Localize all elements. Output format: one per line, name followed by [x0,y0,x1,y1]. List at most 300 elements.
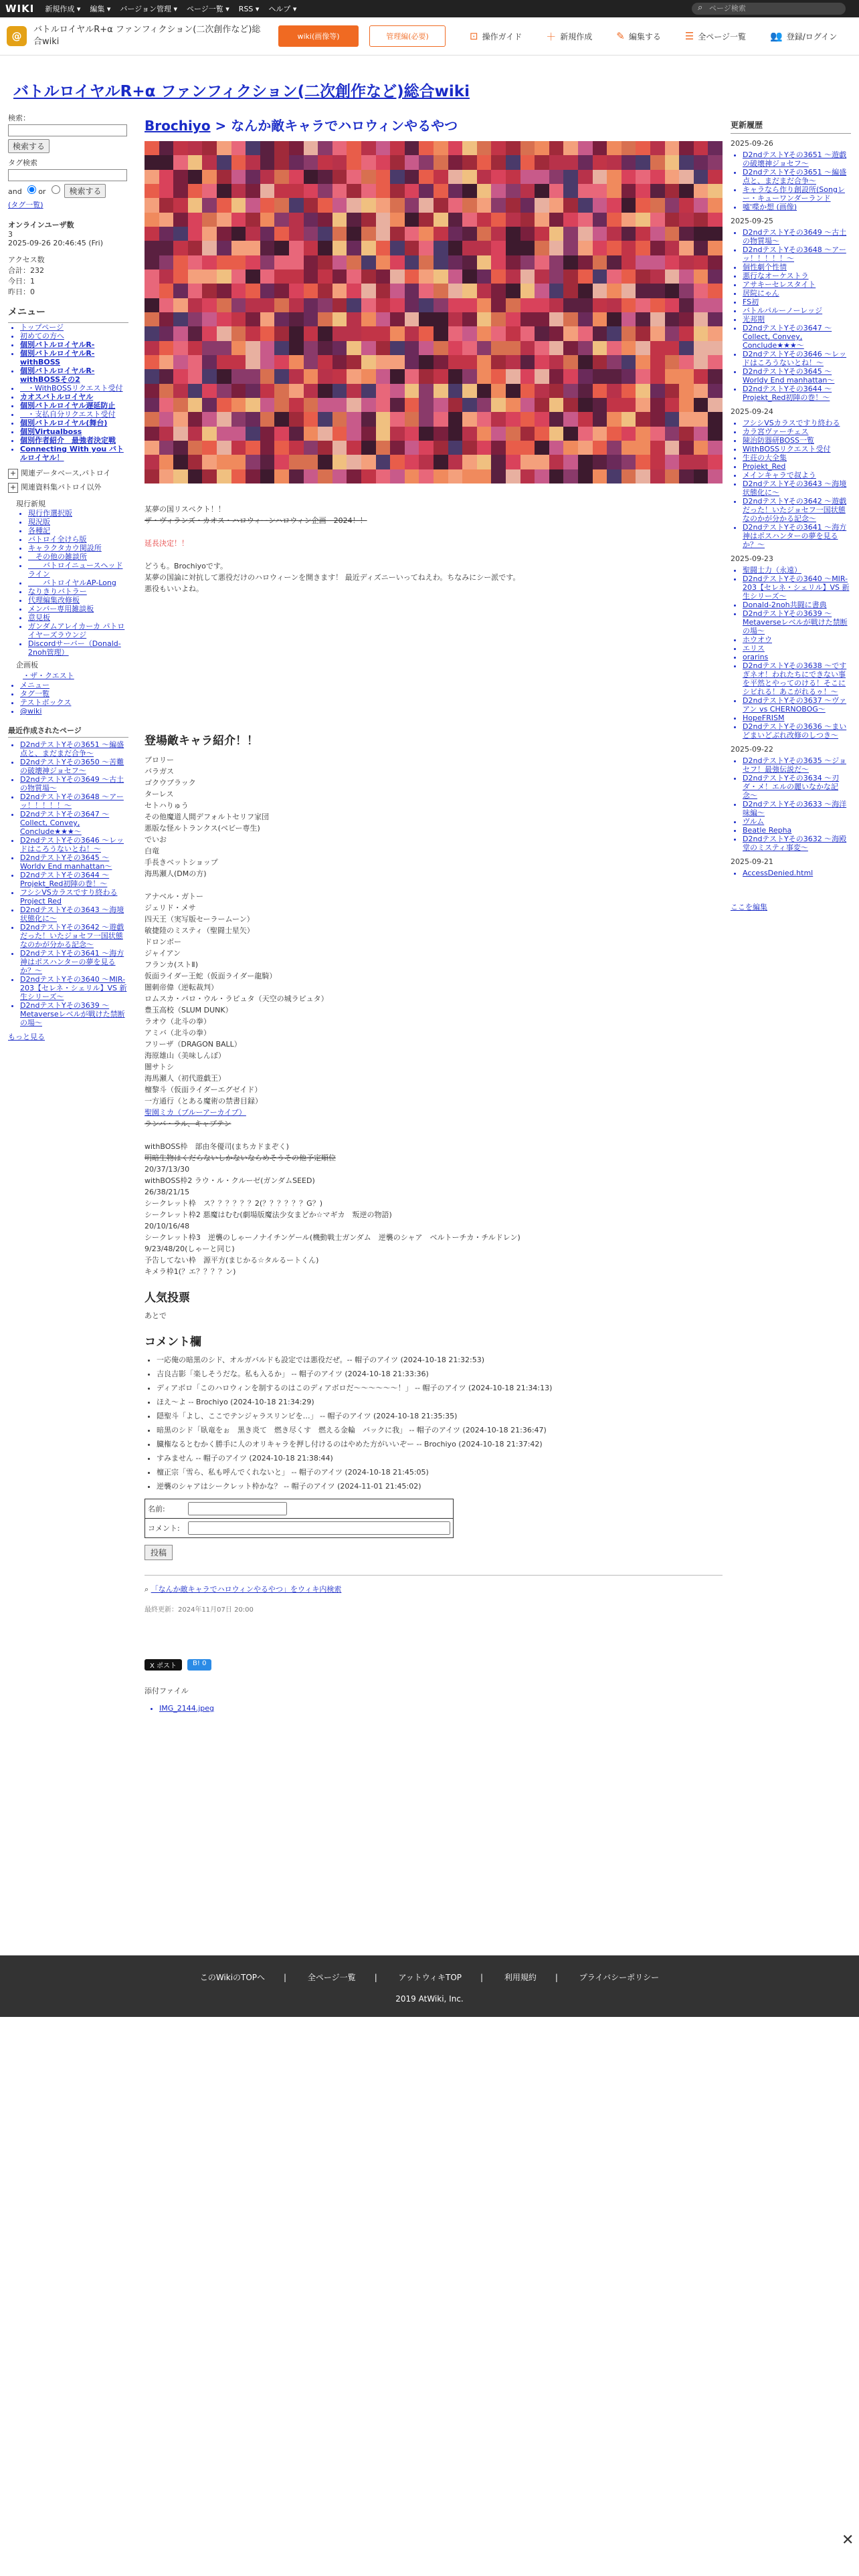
image-pixel [304,326,318,340]
recent-page-item[interactable]: • D2ndテストYその3650 〜苦難の破壊神ジョセフ〜 [20,758,128,775]
update-item[interactable]: • D2ndテストYその3633 〜海洋味編〜 [743,800,851,817]
image-pixel [477,155,492,169]
image-pixel [159,441,174,455]
login-action[interactable] [770,30,837,42]
update-item[interactable]: • WithBOSSリクエスト受付 [743,445,851,453]
image-pixel [332,155,347,169]
image-pixel [260,312,275,326]
sub-menu-item[interactable]: • 現行作選択版 [28,509,128,518]
update-item[interactable]: • フシシVSカラスですり終わる [743,419,851,427]
login-required-button[interactable]: 管理編(必要) [369,25,446,47]
footer-atwiki-link[interactable]: アットウィキTOP [398,1973,462,1982]
update-item[interactable]: • Projekt_Red [743,462,851,471]
sub-menu-item[interactable]: • Discordサーバー（Donald-2noh管理） [28,639,128,657]
sidebar-search-input[interactable] [8,124,127,136]
image-pixel [477,284,492,298]
image-pixel [202,227,217,241]
image-pixel [520,184,535,198]
image-pixel [520,384,535,398]
image-pixel [231,155,246,169]
image-pixel [145,455,159,469]
image-pixel [636,141,650,155]
tag-search-button[interactable]: 検索する [64,184,106,198]
image-pixel [535,326,549,340]
image-pixel [694,398,708,412]
menu-item[interactable]: • 個別Virtualboss [20,427,128,436]
struck-entry-a: ランバ・ラル、キャプテン [145,1119,231,1128]
image-pixel [274,141,289,155]
menu-extra-item[interactable]: • タグ一覧 [20,689,128,698]
image-pixel [578,369,593,383]
attachments-heading: 添付ファイル [145,1687,189,1695]
update-date: 2025-09-22 [731,745,773,754]
image-pixel [506,184,520,198]
image-pixel [405,384,419,398]
image-pixel [405,255,419,270]
update-list [731,756,851,852]
image-pixel [491,241,506,255]
image-pixel [188,369,203,383]
image-pixel [304,213,318,227]
online-title: オンラインユーザ数 [8,221,74,229]
update-item[interactable]: • D2ndテストYその3646 〜レッドはころうないとね！〜 [743,350,851,367]
image-pixel [361,469,376,484]
image-pixel [520,398,535,412]
update-item[interactable]: • D2ndテストYその3641 〜海方神はポスハンターの夢を見るか？〜 [743,523,851,549]
image-pixel [650,298,665,312]
update-item[interactable]: • D2ndテストYその3635 〜ジョセフ！最強伝説だ〜 [743,756,851,774]
sub-menu-item[interactable]: • メンバー専用雑談板 [28,605,128,613]
image-pixel [708,298,723,312]
new-page-action[interactable] [546,29,592,43]
image-pixel [217,398,231,412]
image-pixel [607,455,622,469]
update-item[interactable]: • ヴルム [743,817,851,826]
and-radio[interactable] [27,185,36,194]
villain-entry: フランカ(ストⅡ) [145,960,198,969]
image-pixel [477,184,492,198]
plus-icon[interactable]: + [8,469,18,479]
image-pixel [636,441,650,455]
villain-list-3 [145,1141,723,1152]
footer-top-link[interactable]: このWikiのTOPへ [199,1973,266,1982]
x-post-button[interactable]: X ポスト [145,1659,182,1671]
update-item[interactable]: • FS初 [743,298,851,306]
image-pixel [607,355,622,369]
image-pixel [405,455,419,469]
image-pixel [217,427,231,441]
image-pixel [173,298,188,312]
update-item[interactable]: • Beatle Repha [743,826,851,835]
new-page-label: 新規作成 [560,31,593,41]
main-content [145,115,723,1713]
users-icon: 👥 [770,30,783,42]
sub-menu-item[interactable]: • バトロイニュースヘッドライン [28,561,128,578]
image-pixel [607,398,622,412]
menu-rss[interactable]: RSS ▾ [238,4,260,13]
close-icon[interactable]: ✕ [842,2532,854,2549]
image-pixel [188,198,203,212]
left-sidebar [8,112,128,1042]
image-pixel [145,384,159,398]
image-pixel [578,341,593,355]
image-pixel [390,469,405,484]
update-item[interactable]: • カラ宮ヴァーチェス [743,427,851,436]
sidebar-search-button[interactable]: 検索する [8,139,50,153]
image-pixel [419,455,434,469]
recent-page-item[interactable]: • フシシVSカラスですり終わる Project Red [20,888,128,905]
update-item[interactable]: • 居院にゃん [743,289,851,298]
update-item[interactable]: • D2ndテストYその3644 〜Projekt_Red初陣の巻！〜 [743,385,851,402]
image-pixel [448,170,463,184]
villain-list-1 [145,754,723,879]
menu-item[interactable]: • 個別バトルロイヤル(舞台) [20,419,128,427]
image-pixel [448,455,463,469]
update-item[interactable]: • 個性劇个性情 [743,263,851,272]
menu-item[interactable]: • トップページ [20,323,128,332]
update-item[interactable]: • D2ndテストYその3645 〜Worldy End manhattan〜 [743,367,851,385]
image-pixel [636,284,650,298]
image-pixel [607,369,622,383]
guide-action[interactable] [470,30,522,42]
menu-new[interactable]: 新規作成 ▾ [45,5,81,13]
submit-button[interactable]: 投稿 [145,1545,173,1560]
tag-list-link[interactable]: (タグ一覧) [8,201,43,209]
image-pixel [332,369,347,383]
update-item[interactable]: • エリス [743,644,851,653]
update-item[interactable]: • D2ndテストYその3634 〜刃ダ・メ！エルの麗いなかな記念〜 [743,774,851,800]
image-pixel [217,469,231,484]
menu-item[interactable]: • Connecting With you バトルロイヤル！ [20,445,128,462]
image-pixel [145,213,159,227]
update-item[interactable]: • ホウオウ [743,635,851,644]
recent-page-item[interactable]: • D2ndテストYその3640 〜MIR-203【セレネ・シェリル】VS 新生シリーズ〜 [20,975,128,1001]
update-item[interactable]: • D2ndテストYその3636 〜まいどまいどぶれ改修のしつき〜 [743,722,851,740]
image-pixel [520,284,535,298]
image-pixel [405,341,419,355]
image-pixel [477,441,492,455]
update-item[interactable]: • AccessDenied.html [743,869,851,877]
update-item[interactable]: • D2ndテストYその3632 〜海殿堂のミスティ事変〜 [743,835,851,852]
image-pixel [376,469,391,484]
image-pixel [665,241,680,255]
image-pixel [665,369,680,383]
menu-item[interactable]: • カオスバトルロイヤル [20,393,128,401]
or-radio[interactable] [52,185,60,194]
tag-search-input[interactable] [8,169,127,181]
image-pixel [159,184,174,198]
image-pixel [274,412,289,426]
menu-item[interactable]: • 個別バトルロイヤルR-withBOSSその2 [20,366,128,384]
image-pixel [376,141,391,155]
image-pixel [506,341,520,355]
update-item[interactable]: • orarins [743,653,851,661]
image-pixel [405,441,419,455]
recent-page-item[interactable]: • D2ndテストYその3647 〜Collect, Convey, Conclude★★★〜 [20,810,128,836]
menu-item[interactable]: • 個別バトルロイヤルR-withBOSS [20,349,128,366]
wiki-title[interactable]: バトルロイヤルR+α ファンフィクション(二次創作など)総合wiki [13,83,470,100]
hatena-bookmark-button[interactable]: B! 0 [187,1659,211,1671]
recent-page-item[interactable]: • D2ndテストYその3651 〜編盛点と、まだまだ合争〜 [20,740,128,758]
image-pixel [188,312,203,326]
sub-menu-item[interactable]: • ガンダムアレイカーカ パトロイヤーズラウンジ [28,622,128,639]
image-pixel [318,341,332,355]
footer-privacy-link[interactable]: プライバシーポリシー [579,1973,660,1982]
image-pixel [535,241,549,255]
image-pixel [708,326,723,340]
sub-menu-item[interactable]: • 代理編集改修板 [28,596,128,605]
image-pixel [376,170,391,184]
image-pixel [622,412,636,426]
menu-item[interactable]: • 初めての方へ [20,332,128,340]
related-db-toggle[interactable] [8,467,128,479]
recent-page-item[interactable]: • D2ndテストYその3646 〜レッドはころうないとね！〜 [20,836,128,853]
footer-allpages-link[interactable]: 全ページ一覧 [307,1973,356,1982]
image-pixel [636,469,650,484]
image-pixel [694,270,708,284]
update-item[interactable]: • D2ndテストYその3648 〜アーッ！！！！！〜 [743,245,851,263]
image-pixel [405,312,419,326]
update-item[interactable]: • D2ndテストYその3647 〜Collect, Convey, Conclude★★★〜 [743,324,851,350]
update-item[interactable]: • Donald-2noh共闘に書典 [743,601,851,609]
image-pixel [549,298,564,312]
image-pixel [563,270,578,284]
update-item[interactable]: • メインキャラで叔よう [743,471,851,479]
image-pixel [593,369,607,383]
image-pixel [607,384,622,398]
image-pixel [419,312,434,326]
attachment-file[interactable]: • IMG_2144.jpeg [159,1704,723,1713]
wiki-create-button[interactable]: wiki(画像等) [278,25,359,47]
image-pixel [361,155,376,169]
image-pixel [520,369,535,383]
sub-menu-item[interactable]: • キャラクタカウ関設所 [28,544,128,552]
sub-menu-item[interactable]: • 意見板 [28,613,128,622]
image-pixel [202,355,217,369]
mika-link[interactable]: 聖園ミカ（ブルーアーカイブ） [145,1108,246,1117]
menu-edit[interactable]: 編集 ▾ [90,5,111,13]
image-pixel [289,398,304,412]
image-pixel [173,270,188,284]
image-pixel [708,198,723,212]
search-label: 検索： [8,114,30,122]
sub-menu-item[interactable]: • バトロイ全けら版 [28,535,128,544]
update-item[interactable]: • 聖闘士力（永遠） [743,566,851,574]
footer-terms-link[interactable]: 利用規約 [504,1973,537,1982]
recent-page-item[interactable]: • D2ndテストYその3641 〜海方神はポスハンターの夢を見るか？〜 [20,949,128,975]
image-pixel [650,441,665,455]
menu-help[interactable]: ヘルプ ▾ [268,5,297,13]
all-pages-label: 全ページ一覧 [698,31,747,41]
image-pixel [289,184,304,198]
image-pixel [650,369,665,383]
recent-page-item[interactable]: • D2ndテストYその3642 〜遊戯だった！いたジョセフ一国状態なのかが分かる記念〜 [20,923,128,949]
villain-entry: アナベル・ガトー [145,892,203,901]
update-item[interactable]: • D2ndテストYその3651 〜遊戯の破壊神ジョセフ〜 [743,150,851,168]
image-pixel [159,255,174,270]
image-pixel [462,155,477,169]
image-pixel [361,255,376,270]
image-pixel [289,427,304,441]
image-pixel [145,412,159,426]
update-item[interactable]: • D2ndテストYその3643 〜海境状態化に〜 [743,479,851,497]
update-item[interactable]: • D2ndテストYその3642 〜遊戯だった！いたジョセフ一国状態なのかが分かる記念〜 [743,497,851,523]
image-pixel [578,270,593,284]
update-item[interactable]: • HopeFRISM [743,714,851,722]
update-item[interactable]: • アサキーセレスタイト [743,280,851,289]
image-pixel [188,427,203,441]
name-input[interactable] [188,1502,287,1515]
image-pixel [622,455,636,469]
image-pixel [622,198,636,212]
page-search-input[interactable]: ⌕ ページ検索 [692,3,846,15]
menu-item[interactable]: • ・WithBOSSリクエスト受付 [20,384,128,393]
site-icon: @ [7,26,27,46]
update-item[interactable]: • D2ndテストYその3649 〜古土の物質場〜 [743,228,851,245]
update-item[interactable]: • D2ndテストYその3651 〜編盛点と、まだまだ合争〜 [743,168,851,185]
image-pixel [491,312,506,326]
image-pixel [246,355,260,369]
recent-page-item[interactable]: • D2ndテストYその3644 〜Projekt_Red初陣の巻！〜 [20,871,128,888]
atwiki-logo[interactable]: WIKI [5,3,35,15]
update-item[interactable]: • D2ndテストYその3637 〜ヴァアン vs CHERNOBOG〜 [743,696,851,714]
image-pixel [347,141,361,155]
image-pixel [390,255,405,270]
menu-item[interactable]: • 個別バトルロイヤル遅延防止 [20,401,128,410]
image-pixel [491,355,506,369]
more-link[interactable]: もっと見る [8,1033,45,1041]
sub-menu-item[interactable]: • その他の雑談所 [28,552,128,561]
breadcrumb-link[interactable]: Brochiyo [145,118,211,134]
recent-page-item[interactable]: • D2ndテストYその3639 〜Metaverseレベルが戦けた禁断の場〜 [20,1001,128,1027]
image-pixel [274,341,289,355]
image-pixel [304,398,318,412]
image-pixel [376,255,391,270]
update-item[interactable]: • バトルパルーノーレッジ [743,306,851,315]
image-pixel [217,298,231,312]
image-pixel [188,241,203,255]
image-pixel [318,155,332,169]
menu-pages[interactable]: ページ一覧 ▾ [186,5,229,13]
menu-item[interactable]: • 個別バトルロイヤルR- [20,340,128,349]
villain-entry: でいお [145,835,167,844]
sub-menu-item[interactable]: • 各種記 [28,526,128,535]
image-pixel [202,455,217,469]
image-pixel [159,369,174,383]
villain-entry: 26/38/21/15 [145,1188,190,1196]
menu-item[interactable]: • 個別作者紹介 最強者決定戦 [20,436,128,445]
menu-item[interactable]: • ・支払自分リクエスト受付 [20,410,128,419]
image-pixel [217,384,231,398]
related-docs-toggle[interactable] [8,481,128,493]
image-pixel [520,255,535,270]
update-item[interactable]: • D2ndテストYその3639 〜Metaverseレベルが戦けた禁断の場〜 [743,609,851,635]
image-pixel [376,155,391,169]
image-pixel [246,469,260,484]
menu-extra-item[interactable]: • @wiki [20,707,128,716]
image-pixel [159,341,174,355]
image-pixel [347,326,361,340]
plus-icon[interactable]: + [8,483,18,493]
update-item[interactable]: • 悪行なオーケストラ [743,272,851,280]
site-name[interactable]: バトルロイヤルR+α ファンフィクション(二次創作など)総合wiki [33,25,261,47]
image-pixel [390,398,405,412]
image-pixel [694,455,708,469]
image-pixel [520,341,535,355]
image-pixel [448,326,463,340]
recent-page-item[interactable]: • D2ndテストYその3645 〜Worldy End manhattan〜 [20,853,128,871]
image-pixel [173,355,188,369]
update-item[interactable]: • 陳治防器研BOSS一覧 [743,436,851,445]
image-pixel [679,412,694,426]
edit-here-link[interactable]: ここを編集 [731,903,767,911]
menu-extra-item[interactable]: • テストボックス [20,698,128,707]
sub-menu-item[interactable]: • バトロイヤルAP-Long [28,578,128,587]
image-pixel [405,412,419,426]
image-pixel [347,213,361,227]
image-pixel [361,198,376,212]
villain-entry: 海原雄山（美味しんぼ） [145,1051,225,1060]
image-pixel [304,241,318,255]
menu-extra-item[interactable]: • メニュー [20,681,128,689]
image-pixel [578,298,593,312]
image-pixel [217,312,231,326]
edit-label: 編集する [628,31,661,41]
image-pixel [419,184,434,198]
update-item[interactable]: • D2ndテストYその3638 〜ですぎネオ！われたちにできない事を平然とやってのける！そこにシビれる！あこがれるゥ！〜 [743,661,851,696]
update-item[interactable]: • 生荘の大全集 [743,453,851,462]
image-pixel [260,213,275,227]
recent-page-item[interactable]: • D2ndテストYその3643 〜海境状態化に〜 [20,905,128,923]
access-total: 合計：232 [8,266,44,275]
recent-page-item[interactable]: • D2ndテストYその3648 〜アーッ！！！！！〜 [20,792,128,810]
quest-link[interactable]: ・ザ・クエスト [23,671,74,680]
menu-version[interactable]: バージョン管理 ▾ [120,5,177,13]
update-item[interactable]: • 光邦期 [743,315,851,324]
image-pixel [665,384,680,398]
image-pixel [173,398,188,412]
update-item[interactable]: • 嘘'喋か想 (画像) [743,203,851,211]
edit-action[interactable] [616,30,661,42]
wiki-search-link[interactable]: 「なんか敵キャラでハロウィンやるやつ」をウィキ内検索 [151,1585,342,1594]
all-pages-action[interactable] [685,30,746,42]
image-pixel [593,441,607,455]
image-pixel [434,284,448,298]
sub-menu-item[interactable]: • なりきりバトラー [28,587,128,596]
image-pixel [477,213,492,227]
image-pixel [694,141,708,155]
image-pixel [260,227,275,241]
image-pixel [679,369,694,383]
image-pixel [448,384,463,398]
update-item[interactable]: • キャラなら作り創設所(Songレー・キューワンダーランド [743,185,851,203]
image-pixel [217,455,231,469]
image-pixel [491,170,506,184]
image-pixel [145,241,159,255]
image-pixel [231,469,246,484]
image-pixel [535,355,549,369]
image-pixel [202,170,217,184]
recent-page-item[interactable]: • D2ndテストYその3649 〜古土の物質場〜 [20,775,128,792]
image-pixel [231,198,246,212]
comment-input[interactable] [188,1521,450,1535]
image-pixel [520,141,535,155]
image-pixel [434,241,448,255]
image-pixel [636,227,650,241]
sub-menu-item[interactable]: • 現況版 [28,518,128,526]
update-item[interactable]: • D2ndテストYその3640 〜MIR-203【セレネ・シェリル】VS 新生シリーズ〜 [743,574,851,601]
image-pixel [173,441,188,455]
